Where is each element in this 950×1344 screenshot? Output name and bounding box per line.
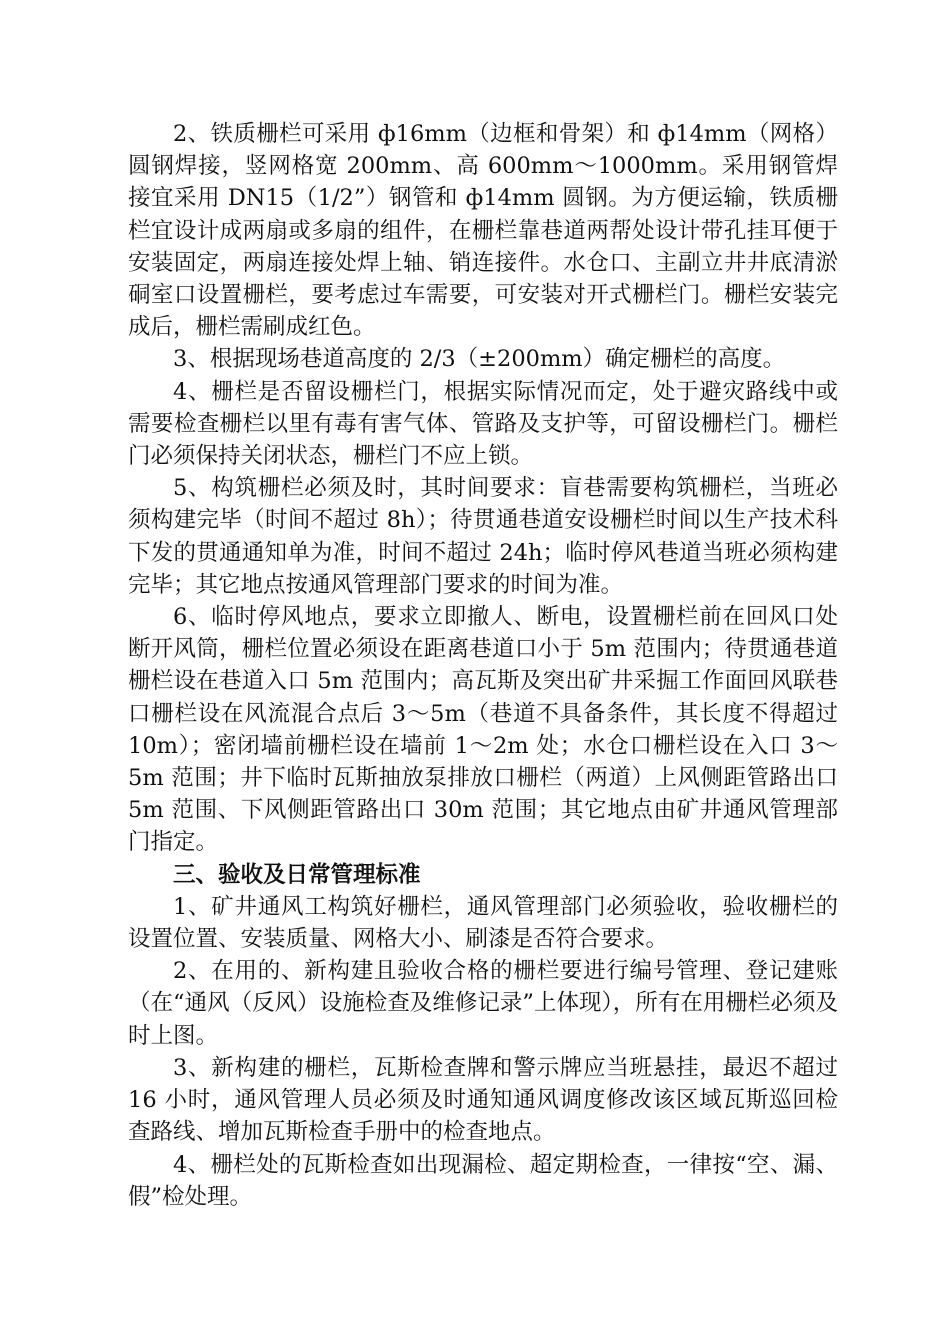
paragraph-item-3: 3、根据现场巷道高度的 2/3（±200mm）确定栅栏的高度。 — [173, 346, 786, 373]
paragraph-accept-2: 2、在用的、新构建且验收合格的栅栏要进行编号管理、登记建账（在“通风（反风）设施检查及维修记录”上体现），所有在用栅栏必须及时上图。 — [128, 958, 838, 1049]
section-heading: 三、验收及日常管理标准 — [173, 861, 421, 888]
paragraph-item-4: 4、栅栏是否留设栅栏门，根据实际情况而定，处于避灾路线中或需要检查栅栏以里有毒有害气体、管路及支护等，可留设栅栏门。栅栏门必须保持关闭状态，栅栏门不应上锁。 — [128, 378, 838, 470]
paragraph-accept-1: 1、矿井通风工构筑好栅栏，通风管理部门必须验收，验收栅栏的设置位置、安装质量、网格大小、刷漆是否符合要求。 — [128, 893, 838, 953]
paragraph-item-2: 2、铁质栅栏可采用 ф16mm（边框和骨架）和 ф14mm（网格）圆钢焊接，竖网格宽 200mm、高 600mm～1000mm。采用钢管焊接宜采用 DN15（1/2”）钢管和 ф14mm 圆钢。为方便运输，铁质栅栏宜设计成两扇或多扇的组件，在栅栏靠巷道两帮处设计带孔挂耳便于安装固定，两扇连接处焊上轴、销连接件。水仓口、主副立井井底清淤硐室口设置栅栏，要考虑过车需要，可安装对开式栅栏门。栅栏安装完成后，栅栏需刷成红色。 — [128, 121, 838, 341]
paragraph-accept-3: 3、新构建的栅栏，瓦斯检查牌和警示牌应当班悬挂，最迟不超过 16 小时，通风管理人员必须及时通知通风调度修改该区域瓦斯巡回检查路线、增加瓦斯检查手册中的检查地点。 — [128, 1054, 838, 1146]
paragraph-accept-4: 4、栅栏处的瓦斯检查如出现漏检、超定期检查，一律按“空、漏、假”检处理。 — [128, 1151, 838, 1210]
paragraph-item-5: 5、构筑栅栏必须及时，其时间要求：盲巷需要构筑栅栏，当班必须构建完毕（时间不超过 8h）；待贯通巷道安设栅栏时间以生产技术科下发的贯通通知单为准，时间不超过 24h；临时停风巷道当班必须构建完毕；其它地点按通风管理部门要求的时间为准。 — [128, 475, 838, 598]
paragraph-item-6: 6、临时停风地点，要求立即撤人、断电，设置栅栏前在回风口处断开风筒，栅栏位置必须设在距离巷道口小于 5m 范围内；待贯通巷道栅栏设在巷道入口 5m 范围内；高瓦斯及突出矿井采掘工作面回风联巷口栅栏设在风流混合点后 3～5m（巷道不具备条件，其长度不得超过 10m）；密闭墙前栅栏设在墙前 1～2m 处；水仓口栅栏设在入口 3～5m 范围；井下临时瓦斯抽放泵排放口栅栏（两道）上风侧距管路出口 5m 范围、下风侧距管路出口 30m 范围；其它地点由矿井通风管理部门指定。 — [128, 604, 838, 856]
document-body — [128, 118, 838, 1213]
